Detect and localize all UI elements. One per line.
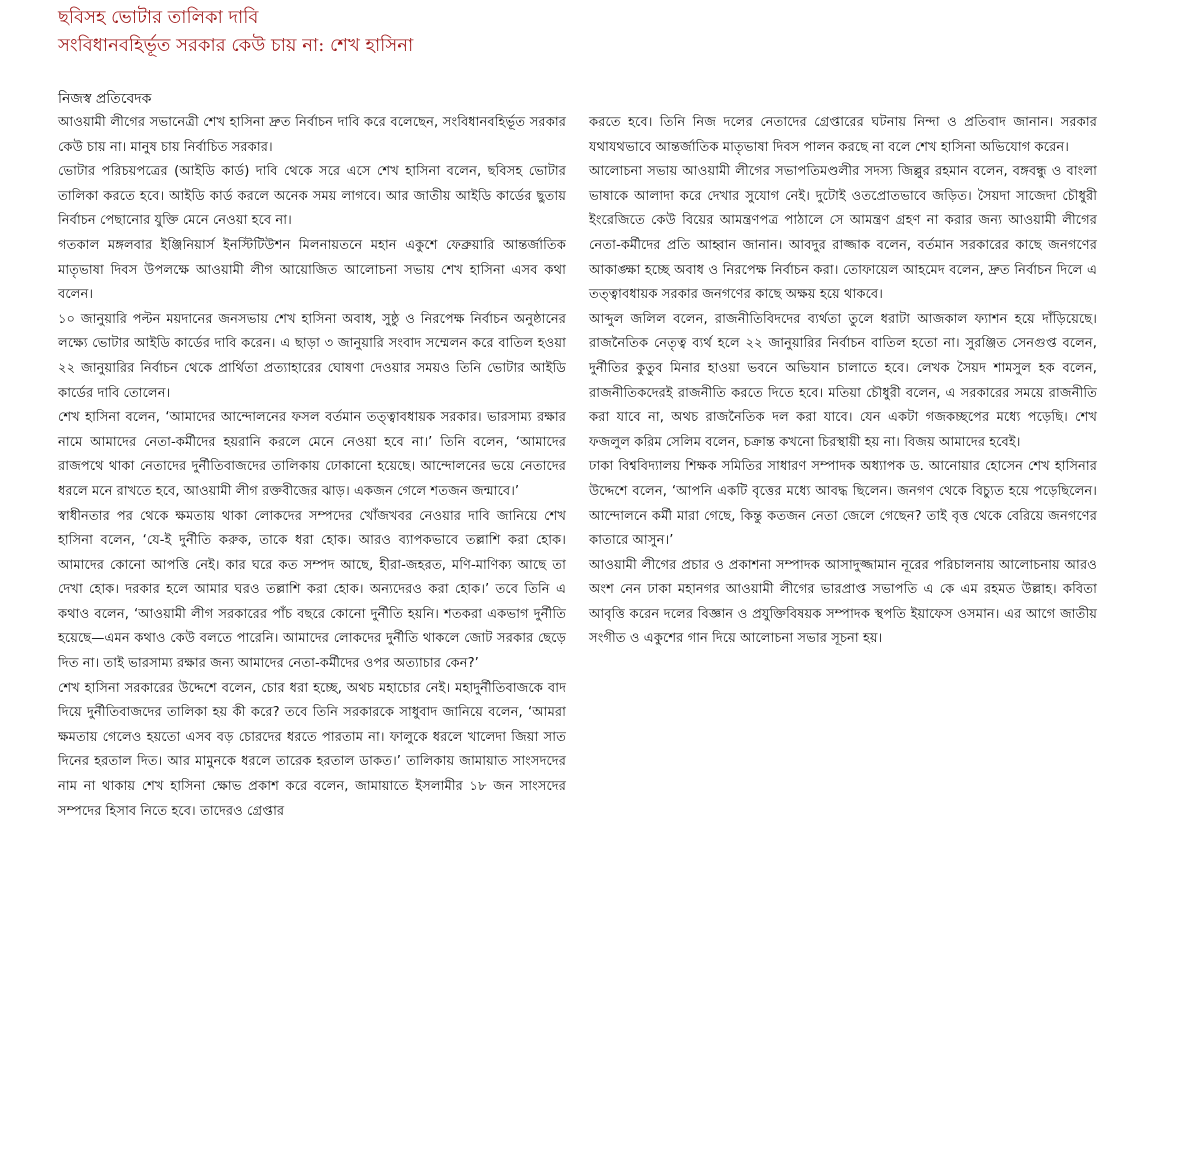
paragraph: ঢাকা বিশ্ববিদ্যালয় শিক্ষক সমিতির সাধারণ সম্পাদক অধ্যাপক ড. আনোয়ার হোসেন শেখ হাসিনার উদ্দেশে বলেন, ‘আপনি একটি বৃত্তের মধ্যে আবদ্ধ ছিলেন। জনগণ থেকে বিচ্যুত হয়ে পড়েছিলেন। আন্দোলনে কর্মী মারা গেছে, কিন্তু কতজন নেতা জেলে গেছেন? তাই বৃত্ত থেকে বেরিয়ে জনগণের কাতারে আসুন।’: [589, 459, 1097, 549]
paragraph: ১০ জানুয়ারি পল্টন ময়দানের জনসভায় শেখ হাসিনা অবাধ, সুষ্ঠু ও নিরপেক্ষ নির্বাচন অনুষ্ঠানের লক্ষ্যে ভোটার আইডি কার্ডের দাবি করেন। এ ছাড়া ৩ জানুয়ারি সংবাদ সম্মেলন করে বাতিল হওয়া ২২ জানুয়ারির নির্বাচন থেকে প্রার্থিতা প্রত্যাহারের ঘোষণা দেওয়ার সময়ও তিনি ভোটার আইডি কার্ডের দাবি তোলেন।: [58, 311, 566, 401]
paragraph: করতে হবে। তিনি নিজ দলের নেতাদের গ্রেপ্তারের ঘটনায় নিন্দা ও প্রতিবাদ জানান। সরকার যথাযথভাবে আন্তর্জাতিক মাতৃভাষা দিবস পালন করছে না বলে শেখ হাসিনা অভিযোগ করেন।: [589, 115, 1097, 155]
headline-title: সংবিধানবহির্ভূত সরকার কেউ চায় না: শেখ হাসিনা: [58, 35, 414, 56]
paragraph: আওয়ামী লীগের প্রচার ও প্রকাশনা সম্পাদক আসাদুজ্জামান নূরের পরিচালনায় আলোচনায় আরও অংশ নেন ঢাকা মহানগর আওয়ামী লীগের ভারপ্রাপ্ত সভাপতি এ কে এম রহমত উল্লাহ। কবিতা আবৃত্তি করেন দলের বিজ্ঞান ও প্রযুক্তিবিষয়ক সম্পাদক স্থপতি ইয়াফেস ওসমান। এর আগে জাতীয় সংগীত ও একুশের গান দিয়ে আলোচনা সভার সূচনা হয়।: [589, 557, 1097, 647]
headline-kicker: ছবিসহ ভোটার তালিকা দাবি: [58, 7, 259, 28]
paragraph: গতকাল মঙ্গলবার ইঞ্জিনিয়ার্স ইনস্টিটিউশন মিলনায়তনে মহান একুশে ফেব্রুয়ারি আন্তর্জাতিক মাতৃভাষা দিবস উপলক্ষে আওয়ামী লীগ আয়োজিত আলোচনা সভায় শেখ হাসিনা এসব কথা বলেন।: [58, 237, 566, 303]
paragraph: আব্দুল জলিল বলেন, রাজনীতিবিদদের ব্যর্থতা তুলে ধরাটা আজকাল ফ্যাশন হয়ে দাঁড়িয়েছে। রাজনৈতিক নেতৃত্ব ব্যর্থ হলে ২২ জানুয়ারির নির্বাচন বাতিল হতো না। সুরঞ্জিত সেনগুপ্ত বলেন, দুর্নীতির কুতুব মিনার হাওয়া ভবনে অভিযান চালাতে হবে। লেখক সৈয়দ শামসুল হক বলেন, রাজনীতিকদেরই রাজনীতি করতে দিতে হবে। মতিয়া চৌধুরী বলেন, এ সরকারের সময়ে রাজনীতি করা যাবে না, অথচ রাজনৈতিক দল করা যাবে। যেন একটা গজকচ্ছপের মধ্যে পড়েছি। শেখ ফজলুল করিম সেলিম বলেন, চক্রান্ত কখনো চিরস্থায়ী হয় না। বিজয় আমাদের হবেই।: [589, 311, 1097, 450]
paragraph: আলোচনা সভায় আওয়ামী লীগের সভাপতিমণ্ডলীর সদস্য জিল্লুর রহমান বলেন, বঙ্গবন্ধু ও বাংলা ভাষাকে আলাদা করে দেখার সুযোগ নেই। দুটোই ওতপ্রোতভাবে জড়িত। সৈয়দা সাজেদা চৌধুরী ইংরেজিতে কেউ বিয়ের আমন্ত্রণপত্র পাঠালে সে আমন্ত্রণ গ্রহণ না করার জন্য আওয়ামী লীগের নেতা-কর্মীদের প্রতি আহ্বান জানান। আবদুর রাজ্জাক বলেন, বর্তমান সরকারের কাছে জনগণের আকাঙ্ক্ষা হচ্ছে অবাধ ও নিরপেক্ষ নির্বাচন করা। তোফায়েল আহমেদ বলেন, দ্রুত নির্বাচন দিলে এ তত্ত্বাবধায়ক সরকার জনগণের কাছে অক্ষয় হয়ে থাকবে।: [589, 164, 1097, 303]
paragraph: ভোটার পরিচয়পত্রের (আইডি কার্ড) দাবি থেকে সরে এসে শেখ হাসিনা বলেন, ছবিসহ ভোটার তালিকা করতে হবে। আইডি কার্ড করলে অনেক সময় লাগবে। আর জাতীয় আইডি কার্ডের ছুতায় নির্বাচন পেছানোর যুক্তি মেনে নেওয়া হবে না।: [58, 164, 566, 229]
paragraph: শেখ হাসিনা বলেন, ‘আমাদের আন্দোলনের ফসল বর্তমান তত্ত্বাবধায়ক সরকার। ভারসাম্য রক্ষার নামে আমাদের নেতা-কর্মীদের হয়রানি করলে মেনে নেওয়া হবে না।’ তিনি বলেন, ‘আমাদের রাজপথে থাকা নেতাদের দুর্নীতিবাজদের তালিকায় ঢোকানো হয়েছে। আন্দোলনের ভয়ে নেতাদের ধরলে মনে রাখতে হবে, আওয়ামী লীগ রক্তবীজের ঝাড়। একজন গেলে শতজন জন্মাবে।’: [58, 410, 566, 499]
byline: নিজস্ব প্রতিবেদক: [58, 91, 152, 107]
paragraph: আওয়ামী লীগের সভানেত্রী শেখ হাসিনা দ্রুত নির্বাচন দাবি করে বলেছেন, সংবিধানবহির্ভূত সরকার কেউ চায় না। মানুষ চায় নির্বাচিত সরকার।: [58, 115, 566, 155]
article-column-right: [589, 111, 1097, 652]
article-column-left: [58, 111, 566, 824]
paragraph: স্বাধীনতার পর থেকে ক্ষমতায় থাকা লোকদের সম্পদের খোঁজখবর নেওয়ার দাবি জানিয়ে শেখ হাসিনা বলেন, ‘যে-ই দুর্নীতি করুক, তাকে ধরা হোক। আরও ব্যাপকভাবে তল্লাশি করা হোক। আমাদের কোনো আপত্তি নেই। কার ঘরে কত সম্পদ আছে, হীরা-জহরত, মণি-মাণিক্য আছে তা দেখা হোক। দরকার হলে আমার ঘরও তল্লাশি করা হোক। অন্যদেরও করা হোক।’ তবে তিনি এ কথাও বলেন, ‘আওয়ামী লীগ সরকারের পাঁচ বছরে কোনো দুর্নীতি হয়নি। শতকরা একভাগ দুর্নীতি হয়েছে—এমন কথাও কেউ বলতে পারেনি। আমাদের লোকদের দুর্নীতি থাকলে জোট সরকার ছেড়ে দিত না। তাই ভারসাম্য রক্ষার জন্য আমাদের নেতা-কর্মীদের ওপর অত্যাচার কেন?’: [58, 508, 566, 672]
headline-block: [58, 4, 1158, 60]
paragraph: শেখ হাসিনা সরকারের উদ্দেশে বলেন, চোর ধরা হচ্ছে, অথচ মহাচোর নেই। মহাদুর্নীতিবাজকে বাদ দিয়ে দুর্নীতিবাজদের তালিকা হয় কী করে? তবে তিনি সরকারকে সাধুবাদ জানিয়ে বলেন, ‘আমরা ক্ষমতায় গেলেও হয়তো এসব বড় চোরদের ধরতে পারতাম না। ফালুকে ধরলে খালেদা জিয়া সাত দিনের হরতাল দিত। আর মামুনকে ধরলে তারেক হরতাল ডাকত।’ তালিকায় জামায়াত সাংসদদের নাম না থাকায় শেখ হাসিনা ক্ষোভ প্রকাশ করে বলেন, জামায়াতে ইসলামীর ১৮ জন সাংসদের সম্পদের হিসাব নিতে হবে। তাদেরও গ্রেপ্তার: [58, 680, 566, 819]
